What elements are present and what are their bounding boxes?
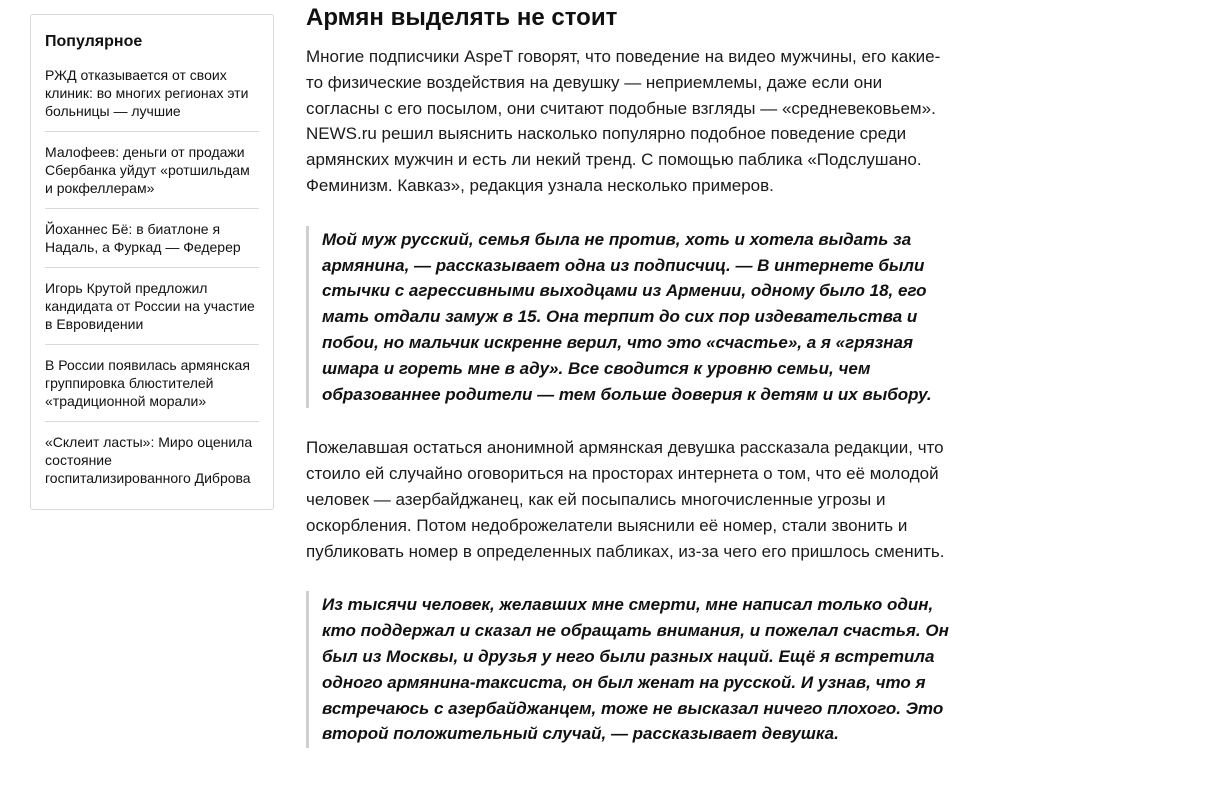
popular-item[interactable]: Малофеев: деньги от продажи Сбербанка уйдут «ротшильдам и рокфеллерам»: [45, 143, 259, 209]
popular-sidebar: [30, 14, 274, 510]
popular-item[interactable]: «Склеит ласты»: Миро оценила состояние госпитализированного Диброва: [45, 434, 253, 486]
article-paragraph: Многие подписчики AspeT говорят, что поведение на видео мужчины, его какие-то физические воздействия на девушку — неприемлемы, даже если они согласны с его посылом, они считают подобные взгляды — «средневековьем». NEWS.ru решил выяснить насколько популярно подобное поведение среди армянских мужчин и есть ли некий тренд. С помощью паблика «Подслушано. Феминизм. Кавказ», редакция узнала несколько примеров.: [306, 47, 941, 195]
article-quote: Из тысячи человек, желавших мне смерти, мне написал только один, кто поддержал и сказал не обращать внимания, и пожелал счастья. Он был из Москвы, и друзья у него были разных наций. Ещё я встретила одного армянина-таксиста, он был женат на русской. И узнав, что я встречаюсь с азербайджанцем, тоже не высказал ничего плохого. Это второй положительный случай, — рассказывает девушка.: [306, 591, 951, 748]
article-quote: Мой муж русский, семья была не против, хоть и хотела выдать за армянина, — рассказывает одна из подписчиц. — В интернете были стычки с агрессивными выходцами из Армении, одному было 18, его мать отдали замуж в 15. Она терпит до сих пор издевательства и побои, но мальчик искренне верил, что это «счастье», а я «грязная шмара и гореть мне в аду». Все сводится к уровню семьи, чем образованнее родители — тем больше доверия к детям и их выбору.: [306, 226, 951, 409]
sidebar-title: Популярное: [45, 33, 143, 50]
popular-item[interactable]: Игорь Крутой предложил кандидата от России на участие в Евровидении: [45, 279, 259, 345]
popular-item[interactable]: Йоханнес Бё: в биатлоне я Надаль, а Фуркад — Федерер: [45, 220, 259, 268]
article-body: [306, 4, 951, 775]
article-paragraph: Пожелавшая остаться анонимной армянская девушка рассказала редакции, что стоило ей случайно оговориться на просторах интернета о том, что её молодой человек — азербайджанец, как ей посыпались многочисленные угрозы и оскорбления. Потом недоброжелатели выяснили её номер, стали звонить и публиковать номер в определенных пабликах, из-за чего его пришлось сменить.: [306, 438, 945, 561]
section-heading: Армян выделять не стоит: [306, 4, 618, 31]
popular-item[interactable]: РЖД отказывается от своих клиник: во многих регионах эти больницы — лучшие: [45, 66, 259, 132]
popular-list: [45, 66, 259, 498]
popular-item[interactable]: В России появилась армянская группировка блюстителей «традиционной морали»: [45, 356, 259, 422]
